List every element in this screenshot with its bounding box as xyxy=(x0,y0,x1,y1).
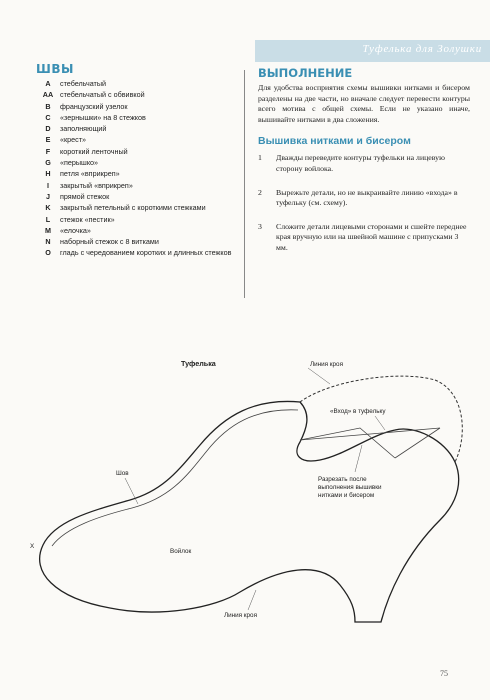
stitch-label: стебельчатый xyxy=(60,79,107,88)
leader-cut-bottom xyxy=(248,590,256,610)
stitch-legend-list xyxy=(36,78,236,259)
entrance-line-back xyxy=(395,428,440,458)
stitch-legend-row xyxy=(36,112,236,123)
label-felt: Войлок xyxy=(170,548,192,555)
stitch-code: D xyxy=(45,124,51,134)
embroidery-subtitle: Вышивка нитками и бисером xyxy=(258,135,411,148)
execution-section xyxy=(258,66,470,267)
cut-line-dashed xyxy=(300,376,462,462)
stitch-label: закрытый «вприкреп» xyxy=(60,180,133,190)
stitch-label: прямой стежок xyxy=(60,191,110,201)
stitch-code: N xyxy=(45,237,51,247)
label-cut-line-top: Линия кроя xyxy=(310,361,343,368)
x-mark: X xyxy=(30,543,35,550)
leader-entrance xyxy=(375,416,385,430)
label-cut-note-2: выполнения вышивки xyxy=(318,484,382,491)
stitch-legend-row xyxy=(36,180,236,191)
stitch-code: C xyxy=(45,112,51,122)
stitch-label: заполняющий xyxy=(60,124,107,134)
stitch-code: A xyxy=(45,79,51,88)
stitch-code: J xyxy=(46,191,50,201)
steps-list xyxy=(258,153,470,253)
stitch-label: французский узелок xyxy=(60,101,128,111)
stitch-legend-row xyxy=(36,146,236,157)
stitch-label: стебельчатый с обвивкой xyxy=(60,90,145,100)
stitch-code: G xyxy=(45,158,51,168)
stitch-label: «перышко» xyxy=(60,158,99,168)
entrance-line-upper xyxy=(300,428,440,440)
stitch-label: наборный стежок с 8 витками xyxy=(60,237,159,247)
stitch-legend-row xyxy=(36,101,236,112)
stitch-label: стежок «пестик» xyxy=(60,214,115,224)
label-entrance: «Вход» в туфельку xyxy=(330,408,386,415)
label-cut-line-bottom: Линия кроя xyxy=(224,612,257,619)
stitch-label: петля «вприкреп» xyxy=(60,169,120,179)
stitch-code: I xyxy=(47,180,49,190)
stitch-code: O xyxy=(45,248,51,258)
step-text: Сложите детали лицевыми сторонами и сшейте переднее края вручную или на швейной машине с припусками 3 мм. xyxy=(276,221,467,252)
running-header-title: Туфелька для Золушки xyxy=(362,43,482,55)
stitch-label: закрытый петельный с короткими стежками xyxy=(60,203,206,213)
leader-cut-top xyxy=(308,368,330,384)
entrance-line-lower xyxy=(300,428,395,458)
step-text: Дважды переведите контуры туфельки на лицевую сторону войлока. xyxy=(276,153,445,173)
leader-cut-note xyxy=(355,445,362,472)
stitch-code: K xyxy=(45,203,51,213)
shoe-pattern-diagram xyxy=(0,340,490,640)
stitch-code: B xyxy=(45,101,51,111)
stitch-legend-row xyxy=(36,134,236,145)
step-text: Вырежьте детали, но не выкраивайте линию «входа» в туфельку (см. схему). xyxy=(276,187,458,208)
stitch-legend-row xyxy=(36,168,236,179)
stitch-code: E xyxy=(45,135,51,145)
label-cut-note-1: Разрезать после xyxy=(318,476,367,483)
execution-title: ВЫПОЛНЕНИЕ xyxy=(258,66,353,80)
stitch-legend-row xyxy=(36,214,236,225)
label-seam: Шов xyxy=(116,470,129,477)
stitch-legend-row xyxy=(36,89,236,100)
column-divider xyxy=(244,70,245,298)
page-number: 75 xyxy=(440,669,448,678)
stitch-label: «крест» xyxy=(60,135,87,145)
stitch-legend-row xyxy=(36,78,236,89)
stitch-legend-row xyxy=(36,247,236,258)
stitch-legend-row xyxy=(36,236,236,247)
stitch-legend-row xyxy=(36,123,236,134)
execution-intro: Для удобства восприятия схемы вышивки нитками и бисером разделены на две части, но вначале следует перевести контуры всего мотива с общей схемы. Если не указано иначе, вышивайте нитками в два сложения. xyxy=(258,83,470,124)
seam-line xyxy=(52,410,298,546)
stitch-label: гладь с чередованием коротких и длинных стежков xyxy=(60,248,232,258)
instruction-step xyxy=(258,153,470,174)
stitch-label: короткий ленточный xyxy=(60,146,128,156)
stitch-code: L xyxy=(45,214,51,224)
instruction-step xyxy=(258,188,470,209)
stitch-label: «елочка» xyxy=(60,225,91,235)
step-number: 1 xyxy=(258,153,262,163)
stitch-code: F xyxy=(45,146,51,156)
label-cut-note-3: нитками и бисером xyxy=(318,492,375,499)
shoe-outline xyxy=(40,401,459,622)
stitch-code: H xyxy=(45,169,51,179)
running-header-band xyxy=(255,40,490,62)
stitch-legend-row xyxy=(36,202,236,213)
stitch-code: AA xyxy=(42,90,54,100)
stitch-legend-row xyxy=(36,225,236,236)
step-number: 2 xyxy=(258,187,262,197)
stitch-legend xyxy=(36,62,236,259)
stitch-code: M xyxy=(45,225,51,235)
diagram-title: Туфелька xyxy=(181,359,216,368)
stitch-legend-row xyxy=(36,157,236,168)
stitch-legend-row xyxy=(36,191,236,202)
stitch-label: «зернышки» на 8 стежков xyxy=(60,112,146,122)
stitch-legend-title: ШВЫ xyxy=(36,62,74,76)
step-number: 3 xyxy=(258,221,262,231)
instruction-step xyxy=(258,222,470,254)
